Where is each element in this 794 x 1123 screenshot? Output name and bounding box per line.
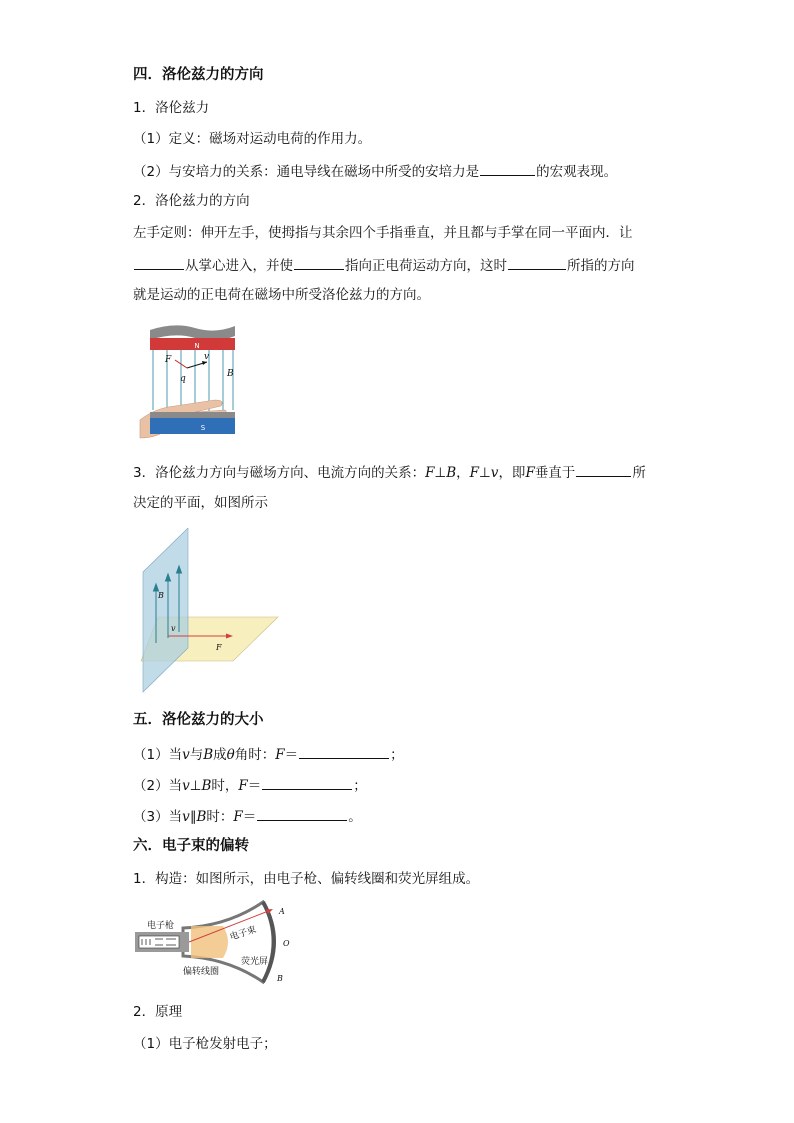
l1-text-c: 成: [213, 747, 227, 763]
p3-text-perp: 垂直于: [534, 465, 576, 481]
p3-text-ji: ，即: [498, 465, 526, 481]
screen-label: 荧光屏: [241, 957, 269, 967]
blank-3: [294, 255, 344, 270]
l2-B: B: [201, 778, 212, 794]
left-hand-rule-line-2: [133, 255, 635, 275]
subsection-2-title: 2．洛伦兹力的方向: [133, 193, 250, 209]
north-pole-label: N: [194, 342, 200, 350]
magnitude-line-2: [133, 775, 367, 795]
relation-direction-line-2: 决定的平面，如图所示: [133, 495, 268, 511]
magnitude-line-3: [133, 806, 362, 826]
section-5-title: 五．洛伦兹力的大小: [133, 712, 264, 728]
beam-label: 电子束: [228, 924, 258, 943]
left-hand-rule-line-3: 就是运动的正电荷在磁场中所受洛伦兹力的方向。: [133, 287, 430, 303]
gun-label: 电子枪: [147, 921, 175, 931]
p3-comma: ，: [456, 465, 470, 481]
velocity-label: v: [204, 352, 210, 362]
l2-perp: ⊥: [189, 778, 202, 794]
l2-eq: ＝: [247, 778, 262, 794]
blank-2: [134, 255, 184, 270]
relation-line: [133, 161, 617, 181]
l3-B: B: [196, 809, 207, 825]
rule-text-b2: 指向正电荷运动方向，这时: [345, 258, 507, 274]
south-pole-label: S: [200, 424, 206, 432]
plane-velocity-label: v: [171, 624, 176, 633]
blank-8: [257, 806, 347, 821]
definition-line: （1）定义：磁场对运动电荷的作用力。: [133, 131, 372, 147]
l1-theta: θ: [226, 747, 235, 763]
point-B-label: B: [277, 974, 283, 983]
point-A-label: A: [279, 907, 285, 916]
relation-text-a: （2）与安培力的关系：通电导线在磁场中所受的安培力是: [133, 164, 480, 180]
l1-text-d: 角时：: [234, 747, 276, 763]
blank-5: [576, 462, 631, 477]
blank-7: [262, 775, 352, 790]
p3-text-end: 所: [632, 465, 646, 481]
l2-F: F: [238, 778, 248, 794]
l3-F: F: [233, 809, 243, 825]
l1-B: B: [203, 747, 214, 763]
charge-label: q: [180, 374, 186, 384]
l3-text-a: （3）当: [133, 809, 183, 825]
subsection-1-title: 1．洛伦兹力: [133, 100, 210, 116]
field-label: B: [227, 369, 234, 379]
l2-v: v: [182, 778, 190, 794]
l1-v: v: [182, 747, 190, 763]
blank-1: [480, 161, 535, 176]
l1-text-b: 与: [189, 747, 204, 763]
relation-text-b: 的宏观表现。: [536, 164, 618, 180]
principle-line-1: （1）电子枪发射电子；: [133, 1036, 277, 1052]
blank-6: [299, 744, 389, 759]
l3-par: ∥: [189, 809, 197, 825]
structure-line: 1．构造：如图所示，由电子枪、偏转线圈和荧光屏组成。: [133, 871, 480, 887]
l1-eq: ＝: [284, 747, 299, 763]
l3-text-b: 时：: [206, 809, 234, 825]
blank-4: [508, 255, 566, 270]
force-label: F: [165, 355, 172, 365]
p3-v: v: [490, 465, 499, 481]
plane-field-label: B: [158, 591, 164, 600]
section-4-title: 四．洛伦兹力的方向: [133, 67, 264, 83]
perpendicular-planes-figure: [138, 528, 283, 694]
rule-text-b3: 所指的方向: [567, 258, 635, 274]
l1-text-a: （1）当: [133, 747, 183, 763]
l1-F: F: [275, 747, 285, 763]
point-O-label: O: [283, 939, 290, 948]
l3-v: v: [182, 809, 190, 825]
l1-end: ；: [390, 747, 404, 763]
left-hand-rule-figure: [135, 320, 245, 450]
crt-figure: [133, 896, 303, 988]
left-hand-rule-line-1: 左手定则：伸开左手，使拇指与其余四个手指垂直，并且都与手掌在同一平面内．让: [133, 225, 633, 241]
rule-text-b1: 从掌心进入，并使: [185, 258, 293, 274]
l2-end: ；: [353, 778, 367, 794]
p3-perp-2: ⊥: [479, 465, 491, 481]
p3-F-2: F: [469, 465, 480, 481]
coil-label: 偏转线圈: [183, 967, 220, 977]
magnitude-line-1: [133, 744, 404, 764]
l3-end: 。: [348, 809, 362, 825]
relation-direction-line-1: [133, 462, 646, 482]
section-6-title: 六．电子束的偏转: [133, 838, 249, 854]
principle-title: 2．原理: [133, 1004, 183, 1020]
p3-F-3: F: [525, 465, 535, 481]
p3-text-1: 3．洛伦兹力方向与磁场方向、电流方向的关系：: [133, 465, 426, 481]
p3-perp-1: ⊥: [434, 465, 447, 481]
l2-text-b: 时，: [211, 778, 239, 794]
p3-F-1: F: [425, 465, 435, 481]
l2-text-a: （2）当: [133, 778, 183, 794]
plane-force-label: F: [216, 643, 222, 652]
p3-B: B: [446, 465, 457, 481]
l3-eq: ＝: [242, 809, 257, 825]
